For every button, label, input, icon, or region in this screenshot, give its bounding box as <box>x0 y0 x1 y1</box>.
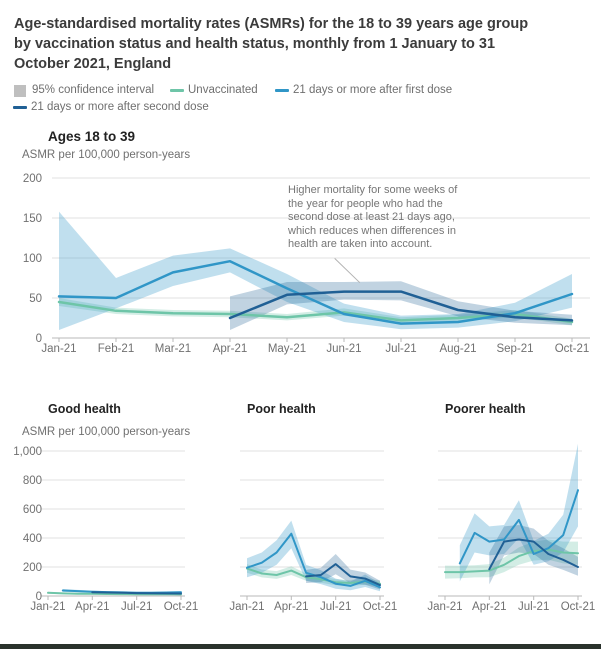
svg-text:Oct-21: Oct-21 <box>163 601 199 613</box>
ci-swatch-icon <box>14 85 26 97</box>
first-dose-line-swatch-icon <box>275 89 289 92</box>
svg-text:Apr-21: Apr-21 <box>274 601 309 613</box>
annotation-line-5: health are taken into account. <box>288 238 433 250</box>
poorer-health-title: Poorer health <box>445 402 526 416</box>
svg-text:Apr-21: Apr-21 <box>472 601 507 613</box>
svg-text:800: 800 <box>22 475 42 487</box>
annotation-line-3: second dose at least 21 days ago, <box>288 211 455 223</box>
svg-text:Feb-21: Feb-21 <box>97 343 135 355</box>
legend-second-dose-label: 21 days or more after second dose <box>31 101 209 113</box>
svg-text:600: 600 <box>22 504 42 516</box>
poorer-health-chart <box>397 420 601 620</box>
svg-text:1,000: 1,000 <box>13 446 42 458</box>
svg-text:100: 100 <box>22 253 42 265</box>
title-line-3: October 2021, England <box>14 56 172 72</box>
svg-text:Jul-21: Jul-21 <box>320 601 352 613</box>
legend-first-dose-label: 21 days or more after first dose <box>293 84 453 96</box>
svg-text:Mar-21: Mar-21 <box>154 343 192 355</box>
legend-ci-label: 95% confidence interval <box>32 84 155 96</box>
svg-text:0: 0 <box>35 333 42 345</box>
svg-text:Jan-21: Jan-21 <box>30 601 66 613</box>
svg-text:Sep-21: Sep-21 <box>496 343 534 355</box>
good-health-title: Good health <box>48 402 121 416</box>
svg-text:Oct-21: Oct-21 <box>362 601 398 613</box>
svg-text:Jun-21: Jun-21 <box>326 343 362 355</box>
svg-text:400: 400 <box>22 533 42 545</box>
main-chart-unit-label: ASMR per 100,000 person-years <box>22 149 191 161</box>
annotation <box>288 184 457 252</box>
svg-text:Apr-21: Apr-21 <box>75 601 110 613</box>
svg-text:200: 200 <box>22 562 42 574</box>
poor-health-title: Poor health <box>247 402 316 416</box>
title-line-1: Age-standardised mortality rates (ASMRs) for the 18 to 39 years age group <box>14 16 529 32</box>
poor-health-chart <box>199 420 409 620</box>
svg-text:Jul-21: Jul-21 <box>518 601 550 613</box>
good-health-chart <box>0 420 230 620</box>
svg-text:May-21: May-21 <box>267 343 307 355</box>
small-charts-unit-label: ASMR per 100,000 person-years <box>22 426 191 438</box>
annotation-line-2: the year for people who had the <box>288 197 443 210</box>
page-title <box>14 14 528 74</box>
second-dose-line-swatch-icon <box>13 106 27 109</box>
svg-text:200: 200 <box>22 173 42 185</box>
svg-text:50: 50 <box>29 293 42 305</box>
svg-text:Jul-21: Jul-21 <box>385 343 417 355</box>
svg-text:Oct-21: Oct-21 <box>554 343 590 355</box>
svg-text:Jul-21: Jul-21 <box>121 601 153 613</box>
annotation-line-1: Higher mortality for some weeks of <box>288 184 458 196</box>
svg-text:Jan-21: Jan-21 <box>427 601 463 613</box>
footer-divider-bar <box>0 644 601 649</box>
annotation-line-4: which reduces when differences in <box>288 224 456 237</box>
svg-text:Jan-21: Jan-21 <box>229 601 265 613</box>
svg-text:150: 150 <box>22 213 42 225</box>
svg-text:0: 0 <box>35 591 42 603</box>
svg-text:Apr-21: Apr-21 <box>212 343 248 355</box>
unvaccinated-line-swatch-icon <box>170 89 184 92</box>
svg-text:Jan-21: Jan-21 <box>41 343 77 355</box>
svg-text:Aug-21: Aug-21 <box>439 343 477 355</box>
title-line-2: by vaccination status and health status, monthly from 1 January to 31 <box>14 36 496 52</box>
legend-unvaccinated-label: Unvaccinated <box>188 84 258 96</box>
main-chart-title: Ages 18 to 39 <box>48 129 136 144</box>
svg-text:Oct-21: Oct-21 <box>560 601 596 613</box>
